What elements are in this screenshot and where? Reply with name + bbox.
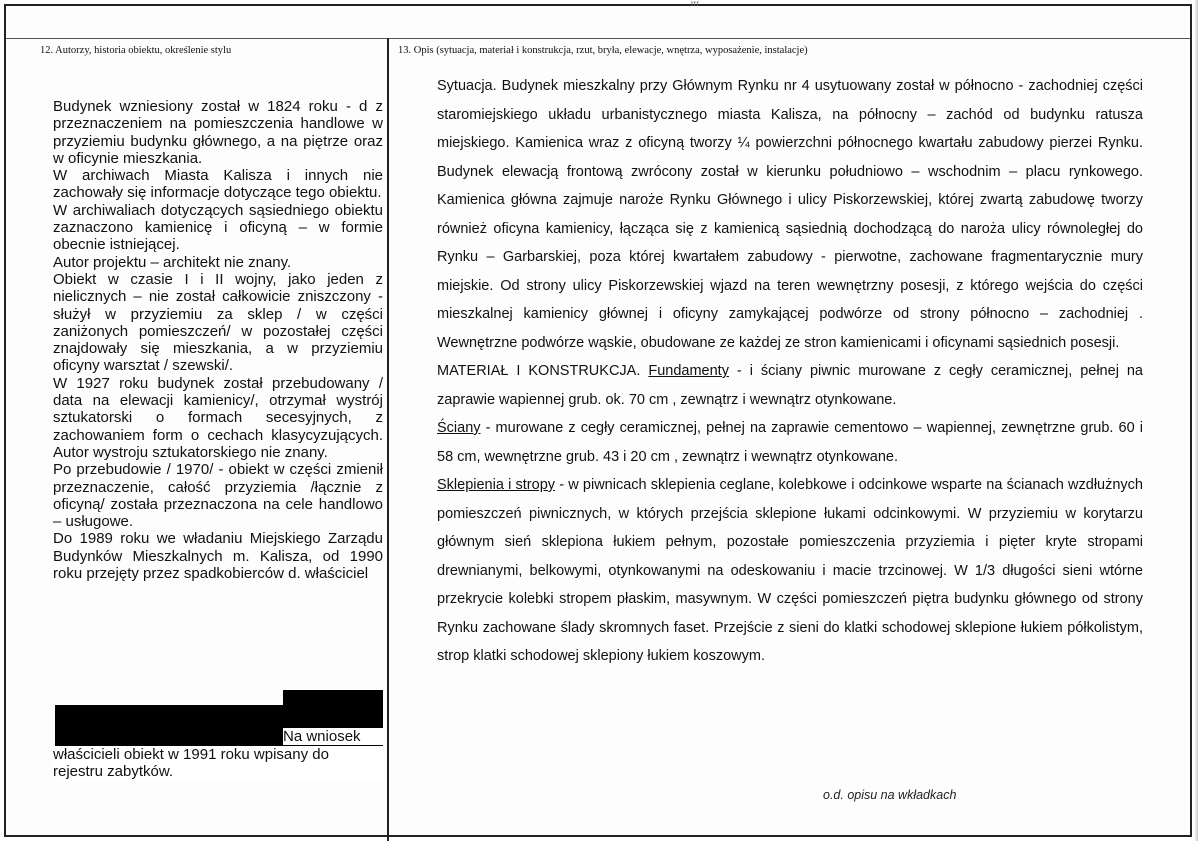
left-heading-rule [6, 38, 387, 39]
history-paragraph: W archiwach Miasta Kalisza i innych nie zachowały się informacje dotyczące tego obiektu. [53, 167, 383, 202]
left-column-heading: 12. Autorzy, historia obiektu, określenie stylu [40, 45, 232, 56]
history-paragraph: W archiwaliach dotyczących sąsiedniego obiektu zaznaczono kamienicę i oficyną – w formie obecnie istniejącej. [53, 201, 383, 254]
right-column-heading: 13. Opis (sytuacja, materiał i konstrukcja, rzut, bryła, elewacje, wnętrza, wyposażenie, instalacje) [398, 45, 808, 56]
history-text [53, 98, 383, 582]
sklepienia-label: Sklepienia i stropy [437, 477, 556, 493]
material-lead: MATERIAŁ I KONSTRUKCJA. [437, 363, 641, 379]
history-paragraph: Autor projektu – architekt nie znany. [53, 253, 292, 271]
redaction-block [283, 690, 383, 705]
fundamenty-label: Fundamenty [648, 363, 729, 379]
history-paragraph: Do 1989 roku we władaniu Miejskiego Zarządu Budynków Mieszkalnych m. Kalisza, od 1990 roku przejęty przez spadkobierców d. właściciel [53, 530, 383, 583]
after-redaction-first-line [283, 728, 383, 745]
history-paragraph: Po przebudowie / 1970/ - obiekt w części zmienił przeznaczenie, całość przyziemia /łącznie z oficyną/ została przeznaczona na cele handlowo – usługowe. [53, 461, 383, 531]
after-redaction-rest [53, 746, 383, 781]
column-divider [387, 38, 389, 841]
vaults-paragraph [437, 471, 1143, 671]
history-paragraph: Obiekt w czasie I i II wojny, jako jeden z nielicznych – nie został całkowicie zniszczony - służył w przyziemiu za sklep / w części zaniżonych pomieszczeń/ w pozostałej części znajdowały się mieszkania, a w przyziemiu oficyny warsztat / szewski/. [53, 270, 383, 375]
fundamenty-text: - i ściany piwnic murowane z cegły ceramicznej, pełnej na zaprawie wapiennej grub. ok. 70 cm , zewnątrz i wewnątrz otynkowane. [437, 363, 1143, 408]
situation-paragraph: Sytuacja. Budynek mieszkalny przy Głównym Rynku nr 4 usytuowany został w północno - zachodniej części staromiejskiego układu urbanistycznego miasta Kalisza, na północny – zachód od budynku ratusza miejskiego. Kamienica wraz z oficyną tworzy ¼ powierzchni północnego kwartału zabudowy pierzei Rynku. Budynek elewacją frontową zwrócony został w kierunku południowo – wschodnim – placu rynkowego. Kamienica główna zajmuje naroże Rynku Głównego i ulicy Piskorzewskiej, której zwartą zabudowę tworzy również oficyna kamienicy, łącząca się z kamienicą sąsiednią dochodzącą do naroża ulicy równoległej do Rynku – Garbarskiej, poza której kwartałem zabudowy - pierwotne, zachowane fragmentarycznie mury miejskie. Od strony ulicy Piskorzewskiej wjazd na teren wewnętrzny posesji, z którego wejścia do części mieszkalnej kamienicy głównej i oficyny zamykającej podwórze od strony północno – zachodniej . Wewnętrzne podwórze wąskie, obudowane ze każdej ze stron kamienicami i oficynami sąsiednich posesji. [437, 78, 1143, 351]
right-heading-rule [389, 38, 1190, 39]
top-margin-mark: rrr [691, 0, 699, 8]
history-paragraph: Budynek wzniesiony został w 1824 roku - d z przeznaczeniem na pomieszczenia handlowe w przyziemiu budynku głównego, a na piętrze oraz w oficynie mieszkania. [53, 98, 383, 167]
material-paragraph [437, 357, 1143, 414]
sciany-text: - murowane z cegły ceramicznej, pełnej na zaprawie cementowo – wapiennej, zewnętrzne grub. 60 i 58 cm, wewnętrzne grub. 43 i 20 cm , zewnątrz i wewnątrz otynkowane. [437, 420, 1143, 465]
page-edge [1194, 0, 1198, 841]
sciany-label: Ściany [437, 420, 481, 436]
description-text [437, 72, 1143, 671]
footer-note: o.d. opisu na wkładkach [823, 788, 957, 802]
sklepienia-text: - w piwnicach sklepienia ceglane, kolebkowe i odcinkowe wsparte na ścianach wzdłużnych pomieszczeń piwnicznych, w których przejścia sklepione łukami odcinkowymi. W przyziemiu w korytarzu głównym sień sklepiona łukiem pełnym, pozostałe pomieszczenia przyziemia i pięter kryte stropami drewnianymi, belkowymi, otynkowanymi na odeskowaniu i macie trzcinowej. W 1/3 długości sieni wtórne przekrycie kolebki stropem płaskim, masywnym. W części pomieszczeń piętra budynku głównego od strony Rynku zachowane ślady skromnych faset. Przejście z sieni do klatki schodowej sklepione łukiem półkolistym, strop klatki schodowej sklepiony łukiem koszowym. [437, 477, 1143, 664]
after-redaction-text: Na wniosek [283, 728, 361, 745]
walls-paragraph [437, 414, 1143, 471]
history-paragraph: W 1927 roku budynek został przebudowany / data na elewacji kamienicy/, otrzymał wystrój sztukatorski o formach secesyjnych, z zachowaniem form o cechach klasycyzujących. Autor wystroju sztukatorskiego nie znany. [53, 374, 383, 461]
after-redaction-continued: właścicieli obiekt w 1991 roku wpisany do rejestru zabytków. [53, 746, 329, 781]
